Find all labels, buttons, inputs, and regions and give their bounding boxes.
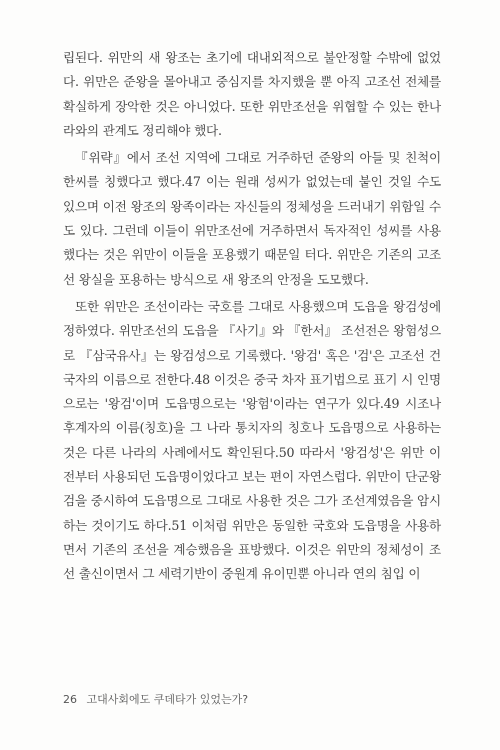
paragraph: 또한 위만은 조선이라는 국호를 그대로 사용했으며 도읍을 왕검성에 정하였다. 위만조선의 도읍을 『사기』와 『한서』 조선전은 왕험성으로 『삼국유사』는 왕검성으로 기록했다. '왕검' 혹은 '검'은 고조선 건국자의 이름으로 전한다.48 이것은 중국 차자 표기법으로 표기 시 인명으로는 '왕검'이며 도읍명으로는 '왕험'이라는 연구가 있다.49 시조나 후계자의 이름(칭호)을 그 나라 통치자의 칭호나 도읍명으로 사용하는 것은 다른 나라의 사례에서도 확인된다.50 따라서 '왕검성'은 위만 이전부터 사용되던 도읍명이었다고 보는 편이 자연스럽다. 위만이 단군왕검을 중시하여 도읍명으로 그대로 사용한 것은 그가 조선계였음을 암시하는 것이기도 하다.51 이처럼 위만은 동일한 국호와 도읍명을 사용하면서 기존의 조선을 계승했음을 표방했다. 이것은 위만의 정체성이 조선 출신이면서 그 세력기반이 중원계 유이민뿐 아니라 연의 침입 이	[63, 298, 441, 582]
page-footer	[63, 691, 248, 707]
running-title: 고대사회에도 쿠데타가 있었는가?	[86, 693, 249, 706]
page-number: 26	[63, 693, 77, 706]
paragraph: 『위략』에서 조선 지역에 그대로 거주하던 준왕의 아들 및 친척이 한씨를 칭했다고 했다.47 이는 원래 성씨가 없었는데 붙인 것일 수도 있으며 이전 왕조의 왕족이라는 자신들의 정체성을 드러내기 위함일 수도 있다. 그런데 이들이 위만조선에 거주하면서 독자적인 성씨를 사용했다는 것은 위만이 이들을 포용했기 때문일 터다. 위만은 기존의 고조선 왕실을 포용하는 방식으로 새 왕조의 안정을 도모했다.	[63, 150, 441, 287]
paragraph: 립된다. 위만의 새 왕조는 초기에 대내외적으로 불안정할 수밖에 없었다. 위만은 준왕을 몰아내고 중심지를 차지했을 뿐 아직 고조선 전체를 확실하게 장악한 것은 아니었다. 또한 위만조선을 위협할 수 있는 한나라와의 관계도 정리해야 했다.	[63, 50, 441, 138]
body-text	[63, 46, 441, 590]
